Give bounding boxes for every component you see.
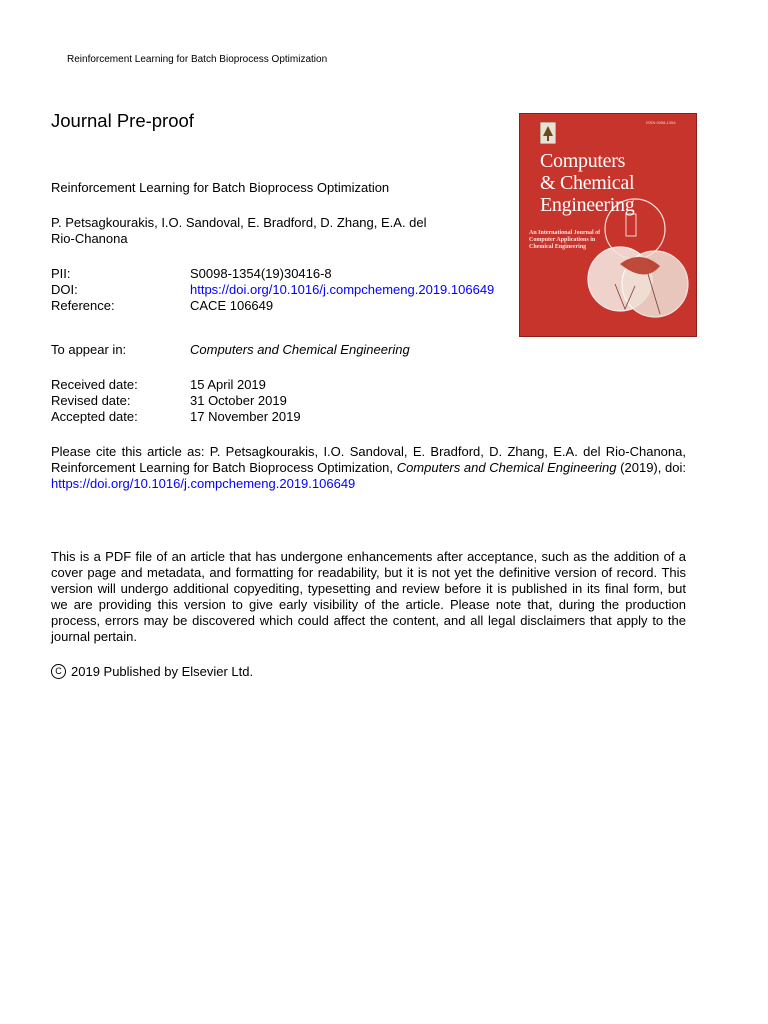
citation-paragraph: [51, 444, 686, 492]
cover-title-line-3: Engineering: [540, 194, 635, 216]
journal-preproof-heading: Journal Pre-proof: [51, 110, 194, 131]
copyright-icon: C: [51, 664, 66, 679]
cover-issn: ISSN 0098-1354: [646, 120, 676, 125]
citation-doi-link[interactable]: https://doi.org/10.1016/j.compchemeng.2019.106649: [51, 476, 356, 491]
accepted-value: 17 November 2019: [190, 409, 301, 424]
citation-prefix: Please cite this article as: P. Petsagkourakis, I.O. Sandoval, E. Bradford, D. Zhang, E.A. del Rio-Chanona, Reinforcement Learning for Batch Bioprocess Optimization,: [51, 444, 686, 475]
accepted-label: Accepted date:: [51, 409, 138, 424]
article-title: Reinforcement Learning for Batch Bioprocess Optimization: [51, 180, 390, 195]
reference-row: [51, 298, 273, 314]
cover-title-line-2: & Chemical: [540, 172, 635, 194]
revised-value: 31 October 2019: [190, 393, 287, 408]
copyright-text: 2019 Published by Elsevier Ltd.: [71, 664, 254, 679]
appear-label: To appear in:: [51, 342, 127, 357]
revised-label: Revised date:: [51, 393, 131, 408]
revised-row: [51, 393, 287, 409]
doi-label: DOI:: [51, 282, 78, 297]
received-row: [51, 377, 266, 393]
authors: P. Petsagkourakis, I.O. Sandoval, E. Bradford, D. Zhang, E.A. del Rio-Chanona: [51, 215, 427, 246]
running-head: Reinforcement Learning for Batch Bioprocess Optimization: [67, 54, 328, 65]
reference-value: CACE 106649: [190, 298, 274, 313]
received-value: 15 April 2019: [190, 377, 266, 392]
citation-journal: Computers and Chemical Engineering: [396, 460, 617, 475]
received-label: Received date:: [51, 377, 138, 392]
citation-middle: (2019), doi:: [616, 460, 686, 475]
pii-row: [51, 266, 332, 282]
cover-venn-illustration: [520, 114, 696, 336]
appear-value: Computers and Chemical Engineering: [190, 342, 410, 357]
cover-title-line-1: Computers: [540, 150, 626, 172]
doi-link[interactable]: https://doi.org/10.1016/j.compchemeng.2019.106649: [190, 282, 495, 297]
preproof-notice: This is a PDF file of an article that has undergone enhancements after acceptance, such as the addition of a cover page and metadata, and formatting for readability, but it is not yet the definitive version of record. This version will undergo additional copyediting, typesetting and review before it is published in its final form, but we are providing this version to give early visibility of the article. Please note that, during the production process, errors may be discovered which could affect the content, and all legal disclaimers that apply to the journal pertain.: [51, 549, 686, 644]
accepted-row: [51, 409, 301, 425]
pii-label: PII:: [51, 266, 71, 281]
journal-cover-image: [519, 113, 697, 337]
cover-subtitle: An International Journal of Computer Applications in Chemical Engineering: [529, 230, 601, 250]
pii-value: S0098-1354(19)30416-8: [190, 266, 332, 281]
copyright-line: [51, 664, 253, 679]
reference-label: Reference:: [51, 298, 115, 313]
doi-row: [51, 282, 494, 298]
appear-row: [51, 342, 410, 358]
